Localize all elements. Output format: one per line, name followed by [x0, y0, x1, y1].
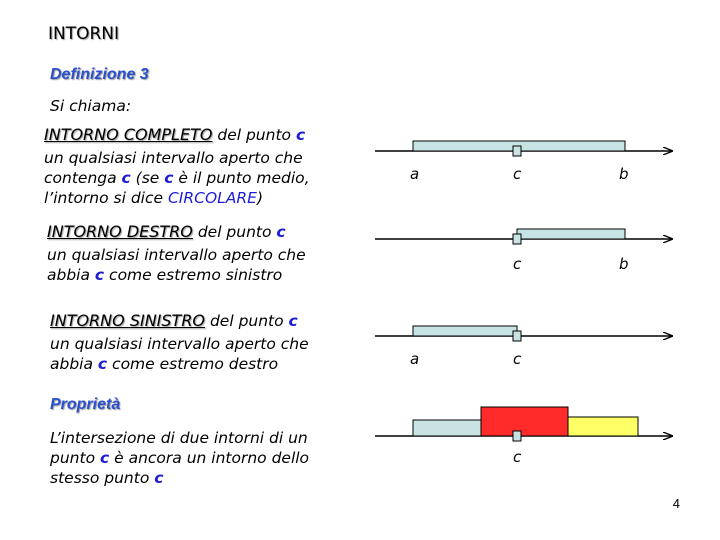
right-term: INTORNO DESTRO: [47, 222, 193, 241]
property-line1: L’intersezione di due intorni di un: [50, 429, 308, 447]
label-c-1: c: [513, 165, 522, 183]
label-c-2: c: [513, 255, 522, 273]
point-marker: [513, 234, 521, 244]
interval-second: [568, 417, 638, 436]
left-line2: abbia c come estremo destro: [50, 355, 279, 373]
complete-line2: contenga c (se c è il punto medio,: [44, 169, 310, 187]
right-suffix: del punto: [192, 223, 277, 241]
page-number: 4: [672, 496, 680, 511]
left-c: c: [288, 312, 298, 330]
label-c-4: c: [513, 448, 522, 466]
intro-text: Si chiama:: [50, 97, 132, 115]
property-heading: Proprietà: [50, 396, 121, 413]
complete-line1: un qualsiasi intervallo aperto che: [44, 149, 303, 167]
complete-line3: l’intorno si dice CIRCOLARE): [44, 189, 264, 207]
property-line3: stesso punto c: [50, 469, 164, 487]
complete-term: INTORNO COMPLETO: [44, 125, 213, 144]
label-a-3: a: [410, 350, 420, 368]
slide-title: INTORNI: [48, 24, 120, 44]
label-c-3: c: [513, 350, 522, 368]
definition-heading: Definizione 3: [50, 66, 149, 83]
intersection-region: [481, 407, 568, 436]
complete-suffix: del punto: [212, 126, 296, 144]
left-line1: un qualsiasi intervallo aperto che: [50, 335, 309, 353]
right-line1: un qualsiasi intervallo aperto che: [47, 246, 306, 264]
right-line2: abbia c come estremo sinistro: [47, 266, 283, 284]
right-c: c: [276, 223, 286, 241]
point-marker: [513, 331, 521, 341]
label-b-1: b: [619, 165, 629, 183]
point-marker: [513, 431, 521, 441]
point-marker: [513, 146, 521, 156]
interval-right: [517, 229, 625, 239]
property-line2: punto c è ancora un intorno dello: [50, 449, 310, 467]
left-term: INTORNO SINISTRO: [50, 311, 206, 330]
complete-c: c: [295, 126, 306, 144]
label-b-2: b: [619, 255, 629, 273]
left-suffix: del punto: [205, 312, 289, 330]
interval-left: [413, 326, 517, 336]
label-a-1: a: [410, 165, 420, 183]
